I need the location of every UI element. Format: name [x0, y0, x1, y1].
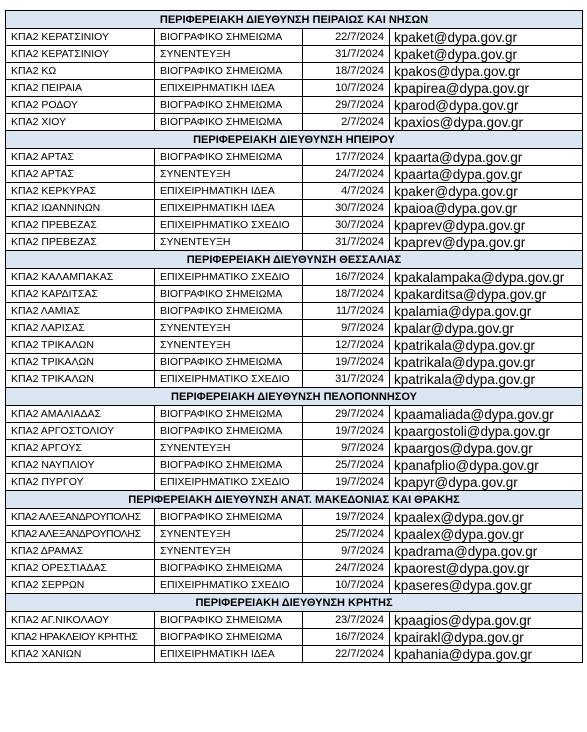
table-row — [6, 200, 583, 217]
date-cell: 18/7/2024 — [303, 286, 390, 303]
office-cell: ΚΠΑ2 ΑΛΕΞΑΝΔΡΟΥΠΟΛΗΣ — [6, 526, 155, 543]
office-cell: ΚΠΑ2 ΑΡΤΑΣ — [6, 149, 155, 166]
date-cell: 31/7/2024 — [303, 371, 390, 388]
schedule-table — [5, 10, 583, 663]
email-cell: kpaargos@dypa.gov.gr — [390, 440, 583, 457]
service-cell: ΕΠΙΧΕΙΡΗΜΑΤΙΚΟ ΣΧΕΔΙΟ — [155, 371, 303, 388]
region-header — [6, 594, 583, 612]
office-cell: ΚΠΑ2 ΚΩ — [6, 63, 155, 80]
email-cell: kpaalex@dypa.gov.gr — [390, 509, 583, 526]
date-cell: 22/7/2024 — [303, 646, 390, 663]
email-cell: kpakarditsa@dypa.gov.gr — [390, 286, 583, 303]
region-header — [6, 11, 583, 29]
date-cell: 24/7/2024 — [303, 166, 390, 183]
service-cell: ΣΥΝΕΝΤΕΥΞΗ — [155, 46, 303, 63]
table-row — [6, 423, 583, 440]
office-cell: ΚΠΑ2 ΑΛΕΞΑΝΔΡΟΥΠΟΛΗΣ — [6, 509, 155, 526]
table-row — [6, 509, 583, 526]
date-cell: 9/7/2024 — [303, 543, 390, 560]
email-cell: kpaket@dypa.gov.gr — [390, 46, 583, 63]
date-cell: 9/7/2024 — [303, 440, 390, 457]
date-cell: 29/7/2024 — [303, 97, 390, 114]
email-cell: kpaarta@dypa.gov.gr — [390, 149, 583, 166]
table-row — [6, 217, 583, 234]
date-cell: 25/7/2024 — [303, 457, 390, 474]
email-cell: kpaprev@dypa.gov.gr — [390, 217, 583, 234]
table-row — [6, 46, 583, 63]
email-cell: kpaalex@dypa.gov.gr — [390, 526, 583, 543]
service-cell: ΣΥΝΕΝΤΕΥΞΗ — [155, 166, 303, 183]
service-cell: ΣΥΝΕΝΤΕΥΞΗ — [155, 526, 303, 543]
service-cell: ΒΙΟΓΡΑΦΙΚΟ ΣΗΜΕΙΩΜΑ — [155, 457, 303, 474]
date-cell: 2/7/2024 — [303, 114, 390, 131]
office-cell: ΚΠΑ2 ΚΑΛΑΜΠΑΚΑΣ — [6, 269, 155, 286]
table-row — [6, 303, 583, 320]
service-cell: ΒΙΟΓΡΑΦΙΚΟ ΣΗΜΕΙΩΜΑ — [155, 63, 303, 80]
table-row — [6, 320, 583, 337]
table-row — [6, 406, 583, 423]
service-cell: ΕΠΙΧΕΙΡΗΜΑΤΙΚΟ ΣΧΕΔΙΟ — [155, 577, 303, 594]
office-cell: ΚΠΑ2 ΑΜΑΛΙΑΔΑΣ — [6, 406, 155, 423]
service-cell: ΒΙΟΓΡΑΦΙΚΟ ΣΗΜΕΙΩΜΑ — [155, 509, 303, 526]
table-row — [6, 646, 583, 663]
date-cell: 24/7/2024 — [303, 560, 390, 577]
date-cell: 31/7/2024 — [303, 46, 390, 63]
table-row — [6, 440, 583, 457]
date-cell: 30/7/2024 — [303, 217, 390, 234]
email-cell: kpapirea@dypa.gov.gr — [390, 80, 583, 97]
region-header — [6, 131, 583, 149]
office-cell: ΚΠΑ2 ΗΡΑΚΛΕΙΟΥ ΚΡΗΤΗΣ — [6, 629, 155, 646]
service-cell: ΕΠΙΧΕΙΡΗΜΑΤΙΚΗ ΙΔΕΑ — [155, 200, 303, 217]
date-cell: 16/7/2024 — [303, 269, 390, 286]
email-cell: kpalamia@dypa.gov.gr — [390, 303, 583, 320]
table-row — [6, 63, 583, 80]
table-row — [6, 354, 583, 371]
service-cell: ΣΥΝΕΝΤΕΥΞΗ — [155, 234, 303, 251]
service-cell: ΒΙΟΓΡΑΦΙΚΟ ΣΗΜΕΙΩΜΑ — [155, 114, 303, 131]
office-cell: ΚΠΑ2 ΑΡΤΑΣ — [6, 166, 155, 183]
region-header — [6, 491, 583, 509]
table-row — [6, 286, 583, 303]
date-cell: 4/7/2024 — [303, 183, 390, 200]
date-cell: 22/7/2024 — [303, 29, 390, 46]
table-row — [6, 269, 583, 286]
email-cell: kpadrama@dypa.gov.gr — [390, 543, 583, 560]
service-cell: ΒΙΟΓΡΑΦΙΚΟ ΣΗΜΕΙΩΜΑ — [155, 97, 303, 114]
email-cell: kpaargostoli@dypa.gov.gr — [390, 423, 583, 440]
date-cell: 10/7/2024 — [303, 577, 390, 594]
email-cell: kpatrikala@dypa.gov.gr — [390, 337, 583, 354]
office-cell: ΚΠΑ2 ΛΑΡΙΣΑΣ — [6, 320, 155, 337]
date-cell: 19/7/2024 — [303, 354, 390, 371]
table-row — [6, 526, 583, 543]
region-header — [6, 388, 583, 406]
date-cell: 10/7/2024 — [303, 80, 390, 97]
office-cell: ΚΠΑ2 ΡΟΔΟΥ — [6, 97, 155, 114]
service-cell: ΒΙΟΓΡΑΦΙΚΟ ΣΗΜΕΙΩΜΑ — [155, 149, 303, 166]
service-cell: ΣΥΝΕΝΤΕΥΞΗ — [155, 337, 303, 354]
office-cell: ΚΠΑ2 ΠΕΙΡΑΙΑ — [6, 80, 155, 97]
email-cell: kpaioa@dypa.gov.gr — [390, 200, 583, 217]
region-title: ΠΕΡΙΦΕΡΕΙΑΚΗ ΔΙΕΥΘΥΝΣΗ ΑΝΑΤ. ΜΑΚΕΔΟΝΙΑΣ ΚΑΙ ΘΡΑΚΗΣ — [6, 491, 583, 509]
office-cell: ΚΠΑ2 ΤΡΙΚΑΛΩΝ — [6, 354, 155, 371]
service-cell: ΒΙΟΓΡΑΦΙΚΟ ΣΗΜΕΙΩΜΑ — [155, 286, 303, 303]
service-cell: ΕΠΙΧΕΙΡΗΜΑΤΙΚΗ ΙΔΕΑ — [155, 80, 303, 97]
region-title: ΠΕΡΙΦΕΡΕΙΑΚΗ ΔΙΕΥΘΥΝΣΗ ΚΡΗΤΗΣ — [6, 594, 583, 612]
table-row — [6, 337, 583, 354]
service-cell: ΒΙΟΓΡΑΦΙΚΟ ΣΗΜΕΙΩΜΑ — [155, 612, 303, 629]
date-cell: 23/7/2024 — [303, 612, 390, 629]
table-row — [6, 612, 583, 629]
service-cell: ΒΙΟΓΡΑΦΙΚΟ ΣΗΜΕΙΩΜΑ — [155, 354, 303, 371]
service-cell: ΣΥΝΕΝΤΕΥΞΗ — [155, 543, 303, 560]
date-cell: 25/7/2024 — [303, 526, 390, 543]
table-row — [6, 166, 583, 183]
date-cell: 18/7/2024 — [303, 63, 390, 80]
email-cell: kpaprev@dypa.gov.gr — [390, 234, 583, 251]
table-row — [6, 577, 583, 594]
email-cell: kpaorest@dypa.gov.gr — [390, 560, 583, 577]
table-row — [6, 29, 583, 46]
table-row — [6, 234, 583, 251]
office-cell: ΚΠΑ2 ΚΑΡΔΙΤΣΑΣ — [6, 286, 155, 303]
service-cell: ΣΥΝΕΝΤΕΥΞΗ — [155, 320, 303, 337]
date-cell: 12/7/2024 — [303, 337, 390, 354]
office-cell: ΚΠΑ2 ΔΡΑΜΑΣ — [6, 543, 155, 560]
table-row — [6, 474, 583, 491]
service-cell: ΒΙΟΓΡΑΦΙΚΟ ΣΗΜΕΙΩΜΑ — [155, 560, 303, 577]
email-cell: kpaker@dypa.gov.gr — [390, 183, 583, 200]
table-row — [6, 149, 583, 166]
date-cell: 17/7/2024 — [303, 149, 390, 166]
email-cell: kpaket@dypa.gov.gr — [390, 29, 583, 46]
email-cell: kpatrikala@dypa.gov.gr — [390, 354, 583, 371]
email-cell: kpaseres@dypa.gov.gr — [390, 577, 583, 594]
service-cell: ΕΠΙΧΕΙΡΗΜΑΤΙΚΟ ΣΧΕΔΙΟ — [155, 269, 303, 286]
email-cell: kpaarta@dypa.gov.gr — [390, 166, 583, 183]
table-row — [6, 629, 583, 646]
office-cell: ΚΠΑ2 ΑΡΓΟΣΤΟΛΙΟΥ — [6, 423, 155, 440]
region-title: ΠΕΡΙΦΕΡΕΙΑΚΗ ΔΙΕΥΘΥΝΣΗ ΘΕΣΣΑΛΙΑΣ — [6, 251, 583, 269]
office-cell: ΚΠΑ2 ΧΙΟΥ — [6, 114, 155, 131]
office-cell: ΚΠΑ2 ΣΕΡΡΩΝ — [6, 577, 155, 594]
service-cell: ΕΠΙΧΕΙΡΗΜΑΤΙΚΗ ΙΔΕΑ — [155, 183, 303, 200]
office-cell: ΚΠΑ2 ΠΡΕΒΕΖΑΣ — [6, 217, 155, 234]
table-row — [6, 560, 583, 577]
table-row — [6, 80, 583, 97]
office-cell: ΚΠΑ2 ΛΑΜΙΑΣ — [6, 303, 155, 320]
region-title: ΠΕΡΙΦΕΡΕΙΑΚΗ ΔΙΕΥΘΥΝΣΗ ΗΠΕΙΡΟΥ — [6, 131, 583, 149]
email-cell: kpairakl@dypa.gov.gr — [390, 629, 583, 646]
email-cell: kpahania@dypa.gov.gr — [390, 646, 583, 663]
table-row — [6, 183, 583, 200]
office-cell: ΚΠΑ2 ΚΕΡΑΤΣΙΝΙΟΥ — [6, 29, 155, 46]
schedule-body — [6, 11, 583, 663]
region-title: ΠΕΡΙΦΕΡΕΙΑΚΗ ΔΙΕΥΘΥΝΣΗ ΠΕΛΟΠΟΝΝΗΣΟΥ — [6, 388, 583, 406]
region-header — [6, 251, 583, 269]
service-cell: ΒΙΟΓΡΑΦΙΚΟ ΣΗΜΕΙΩΜΑ — [155, 303, 303, 320]
table-row — [6, 543, 583, 560]
table-row — [6, 114, 583, 131]
table-row — [6, 371, 583, 388]
email-cell: kparod@dypa.gov.gr — [390, 97, 583, 114]
office-cell: ΚΠΑ2 ΤΡΙΚΑΛΩΝ — [6, 337, 155, 354]
service-cell: ΒΙΟΓΡΑΦΙΚΟ ΣΗΜΕΙΩΜΑ — [155, 629, 303, 646]
date-cell: 19/7/2024 — [303, 423, 390, 440]
office-cell: ΚΠΑ2 ΠΡΕΒΕΖΑΣ — [6, 234, 155, 251]
date-cell: 30/7/2024 — [303, 200, 390, 217]
date-cell: 31/7/2024 — [303, 234, 390, 251]
region-title: ΠΕΡΙΦΕΡΕΙΑΚΗ ΔΙΕΥΘΥΝΣΗ ΠΕΙΡΑΙΩΣ ΚΑΙ ΝΗΣΩΝ — [6, 11, 583, 29]
table-row — [6, 457, 583, 474]
email-cell: kpakos@dypa.gov.gr — [390, 63, 583, 80]
office-cell: ΚΠΑ2 ΙΩΑΝΝΙΝΩΝ — [6, 200, 155, 217]
office-cell: ΚΠΑ2 ΟΡΕΣΤΙΑΔΑΣ — [6, 560, 155, 577]
office-cell: ΚΠΑ2 ΠΥΡΓΟΥ — [6, 474, 155, 491]
email-cell: kpalar@dypa.gov.gr — [390, 320, 583, 337]
service-cell: ΕΠΙΧΕΙΡΗΜΑΤΙΚΟ ΣΧΕΔΙΟ — [155, 474, 303, 491]
office-cell: ΚΠΑ2 ΧΑΝΙΩΝ — [6, 646, 155, 663]
service-cell: ΕΠΙΧΕΙΡΗΜΑΤΙΚΟ ΣΧΕΔΙΟ — [155, 217, 303, 234]
office-cell: ΚΠΑ2 ΚΕΡΑΤΣΙΝΙΟΥ — [6, 46, 155, 63]
email-cell: kpaagios@dypa.gov.gr — [390, 612, 583, 629]
date-cell: 11/7/2024 — [303, 303, 390, 320]
service-cell: ΣΥΝΕΝΤΕΥΞΗ — [155, 440, 303, 457]
date-cell: 9/7/2024 — [303, 320, 390, 337]
office-cell: ΚΠΑ2 ΤΡΙΚΑΛΩΝ — [6, 371, 155, 388]
email-cell: kpapyr@dypa.gov.gr — [390, 474, 583, 491]
email-cell: kpaxios@dypa.gov.gr — [390, 114, 583, 131]
service-cell: ΕΠΙΧΕΙΡΗΜΑΤΙΚΗ ΙΔΕΑ — [155, 646, 303, 663]
table-row — [6, 97, 583, 114]
email-cell: kpatrikala@dypa.gov.gr — [390, 371, 583, 388]
service-cell: ΒΙΟΓΡΑΦΙΚΟ ΣΗΜΕΙΩΜΑ — [155, 29, 303, 46]
email-cell: kpakalampaka@dypa.gov.gr — [390, 269, 583, 286]
date-cell: 29/7/2024 — [303, 406, 390, 423]
date-cell: 19/7/2024 — [303, 474, 390, 491]
service-cell: ΒΙΟΓΡΑΦΙΚΟ ΣΗΜΕΙΩΜΑ — [155, 406, 303, 423]
email-cell: kpanafplio@dypa.gov.gr — [390, 457, 583, 474]
office-cell: ΚΠΑ2 ΝΑΥΠΛΙΟΥ — [6, 457, 155, 474]
date-cell: 16/7/2024 — [303, 629, 390, 646]
email-cell: kpaamaliada@dypa.gov.gr — [390, 406, 583, 423]
office-cell: ΚΠΑ2 ΑΡΓΟΥΣ — [6, 440, 155, 457]
office-cell: ΚΠΑ2 ΚΕΡΚΥΡΑΣ — [6, 183, 155, 200]
date-cell: 19/7/2024 — [303, 509, 390, 526]
office-cell: ΚΠΑ2 ΑΓ.ΝΙΚΟΛΑΟΥ — [6, 612, 155, 629]
service-cell: ΒΙΟΓΡΑΦΙΚΟ ΣΗΜΕΙΩΜΑ — [155, 423, 303, 440]
